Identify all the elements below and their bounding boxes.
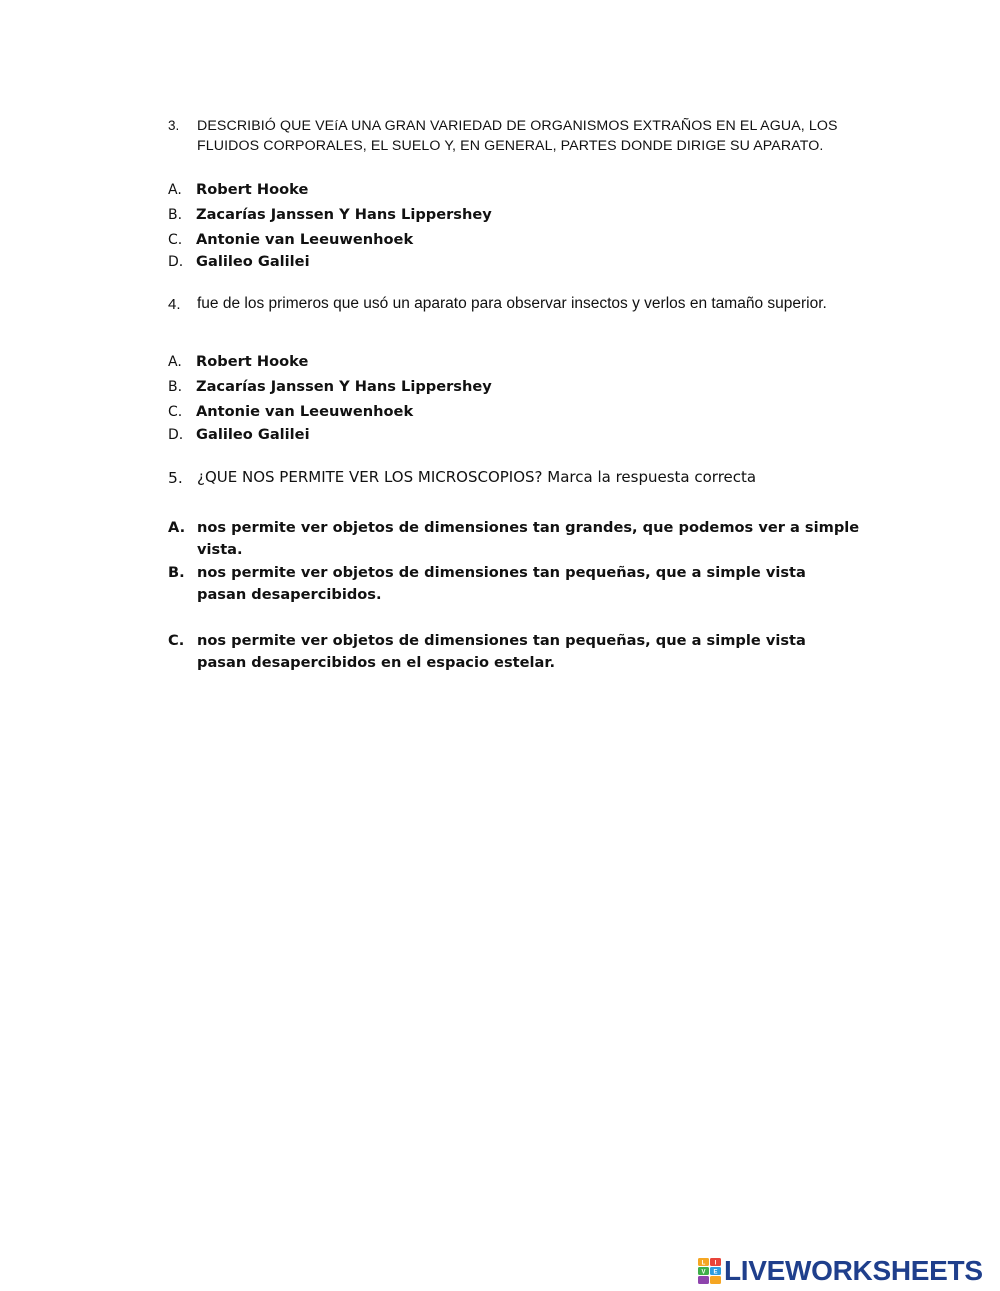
question-5-option-a[interactable]: nos permite ver objetos de dimensiones tan grandes, que podemos ver a simple vista.	[197, 519, 860, 558]
question-5-option-c[interactable]: nos permite ver objetos de dimensiones tan pequeñas, que a simple vista pasan desapercibidos en el espacio estelar.	[197, 632, 806, 671]
question-3-option-d[interactable]: Galileo Galilei	[196, 253, 310, 270]
question-4-number: 4.	[168, 296, 181, 313]
question-3-option-c-letter: C.	[168, 232, 183, 248]
svg-text:E: E	[713, 1269, 718, 1275]
question-3-option-a-letter: A.	[168, 182, 182, 198]
question-4-option-d[interactable]: Galileo Galilei	[196, 426, 310, 443]
svg-text:I: I	[714, 1260, 717, 1266]
question-4-option-c-letter: C.	[168, 404, 183, 420]
liveworksheets-logo-text: LIVEWORKSHEETS	[724, 1255, 983, 1286]
question-3-option-d-letter: D.	[168, 254, 184, 270]
svg-text:V: V	[701, 1269, 706, 1275]
svg-text:L: L	[701, 1260, 706, 1266]
question-4-option-a-letter: A.	[168, 354, 182, 370]
question-4-option-a[interactable]: Robert Hooke	[196, 353, 309, 370]
question-3-option-b-letter: B.	[168, 207, 183, 223]
question-3-text: DESCRIBIÓ QUE VEíA UNA GRAN VARIEDAD DE ORGANISMOS EXTRAÑOS EN EL AGUA, LOS FLUIDOS CORPORALES, EL SUELO Y, EN GENERAL, PARTES DONDE DIRIGE SU APARATO.	[197, 118, 838, 154]
question-5-option-a-letter: A.	[168, 519, 186, 536]
question-4-text: fue de los primeros que usó un aparato para observar insectos y verlos en tamaño superior.	[197, 295, 827, 312]
question-3-number: 3.	[168, 118, 180, 133]
question-5-option-b-letter: B.	[168, 564, 185, 581]
question-3-option-c[interactable]: Antonie van Leeuwenhoek	[196, 231, 414, 248]
question-4-option-d-letter: D.	[168, 427, 184, 443]
question-5-option-c-letter: C.	[168, 632, 185, 649]
question-3-option-a[interactable]: Robert Hooke	[196, 181, 309, 198]
question-4-option-c[interactable]: Antonie van Leeuwenhoek	[196, 403, 414, 420]
question-5-text: ¿QUE NOS PERMITE VER LOS MICROSCOPIOS? Marca la respuesta correcta	[197, 468, 757, 486]
question-5-number: 5.	[168, 469, 183, 487]
question-5-option-b[interactable]: nos permite ver objetos de dimensiones tan pequeñas, que a simple vista pasan desapercibidos.	[197, 564, 806, 603]
question-3-option-b[interactable]: Zacarías Janssen Y Hans Lippershey	[196, 206, 492, 223]
liveworksheets-logo	[698, 1256, 983, 1286]
question-4-option-b[interactable]: Zacarías Janssen Y Hans Lippershey	[196, 378, 492, 395]
question-4-option-b-letter: B.	[168, 379, 183, 395]
liveworksheets-logo-icon	[698, 1258, 722, 1285]
